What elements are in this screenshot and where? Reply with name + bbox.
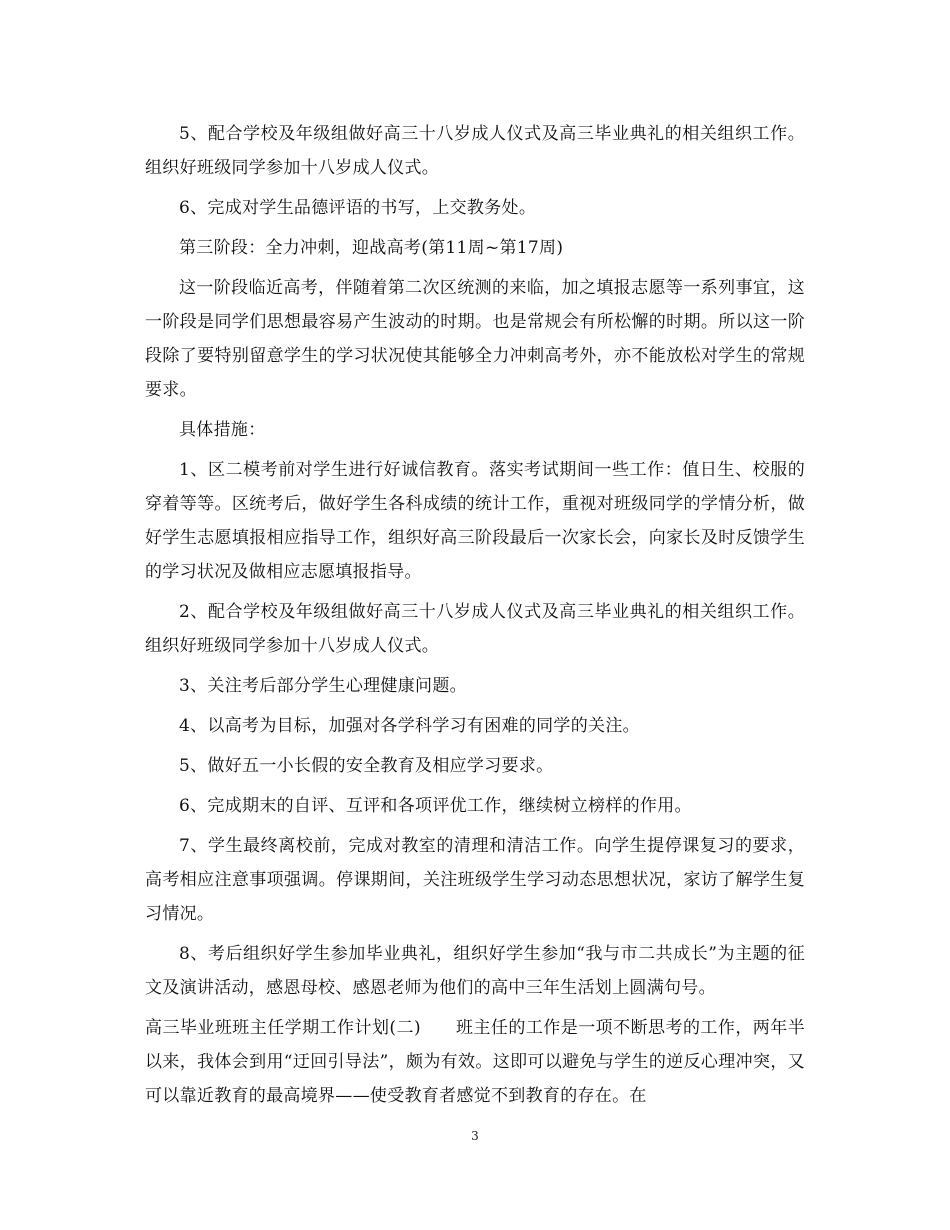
paragraph: 这一阶段临近高考，伴随着第二次区统测的来临，加之填报志愿等一系列事宜，这一阶段是同学们思想最容易产生波动的时期。也是常规会有所松懈的时期。所以这一阶段除了要特别留意学生的学习状况使其能够全力冲刺高考外，亦不能放松对学生的常规要求。	[145, 278, 805, 400]
paragraph: 3、关注考后部分学生心理健康问题。	[179, 676, 467, 696]
paragraph: 6、完成对学生品德评语的书写，上交教务处。	[179, 198, 537, 218]
paragraph: 2、配合学校及年级组做好高三十八岁成人仪式及高三毕业典礼的相关组织工作。组织好班级同学参加十八岁成人仪式。	[145, 602, 805, 656]
paragraph: 8、考后组织好学生参加毕业典礼，组织好学生参加“我与市二共成长”为主题的征文及演讲活动，感恩母校、感恩老师为他们的高中三年生活划上圆满句号。	[145, 944, 805, 998]
document-body	[145, 117, 805, 1119]
section-heading: 第三阶段：全力冲刺，迎战高考(第11周~第17周)	[179, 238, 564, 258]
paragraph: 4、以高考为目标，加强对各学科学习有困难的同学的关注。	[179, 716, 640, 736]
subheading: 具体措施：	[179, 420, 266, 440]
paragraph: 5、做好五一小长假的安全教育及相应学习要求。	[179, 756, 554, 776]
paragraph: 6、完成期末的自评、互评和各项评优工作，继续树立榜样的作用。	[179, 796, 692, 816]
paragraph: 7、学生最终离校前，完成对教室的清理和清洁工作。向学生提停课复习的要求，高考相应注意事项强调。停课期间，关注班级学生学习动态思想状况，家访了解学生复习情况。	[145, 836, 805, 924]
paragraph: 高三毕业班班主任学期工作计划(二) 班主任的工作是一项不断思考的工作，两年半以来，我体会到用“迂回引导法”，颇为有效。这即可以避免与学生的逆反心理冲突，又可以靠近教育的最高境界——使受教育者感觉不到教育的存在。在	[145, 1018, 805, 1106]
paragraph: 5、配合学校及年级组做好高三十八岁成人仪式及高三毕业典礼的相关组织工作。组织好班级同学参加十八岁成人仪式。	[145, 124, 805, 178]
page-number: 3	[471, 1129, 479, 1143]
paragraph: 1、区二模考前对学生进行好诚信教育。落实考试期间一些工作：值日生、校服的穿着等等。区统考后，做好学生各科成绩的统计工作，重视对班级同学的学情分析，做好学生志愿填报相应指导工作，组织好高三阶段最后一次家长会，向家长及时反馈学生的学习状况及做相应志愿填报指导。	[145, 460, 805, 582]
